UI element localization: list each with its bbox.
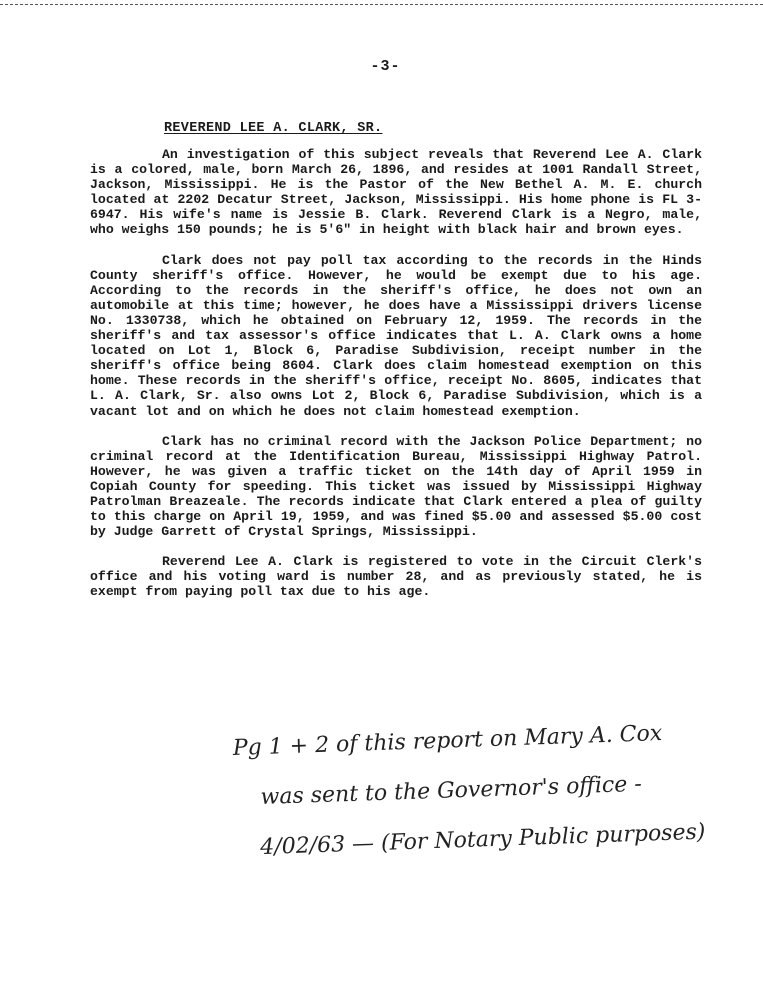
paragraph-identity: An investigation of this subject reveals that Reverend Lee A. Clark is a colored, male, born March 26, 1896, and resides at 1001 Randall Street, Jackson, Mississippi. He is the Pastor of the New Bethel A. M. E. church located at 2202 Decatur Street, Jackson, Mississippi. His home phone is FL 3-6947. His wife's name is Jessie B. Clark. Reverend Clark is a Negro, male, who weighs 150 pounds; he is 5'6" in height with black hair and brown eyes. bbox=[90, 147, 702, 238]
paragraph-voter-registration: Reverend Lee A. Clark is registered to vote in the Circuit Clerk's office and his voting ward is number 28, and as previously stated, he is exempt from paying poll tax due to his age. bbox=[90, 554, 702, 600]
subject-heading: REVEREND LEE A. CLARK, SR. bbox=[164, 121, 383, 136]
report-body bbox=[90, 147, 702, 615]
paragraph-criminal-record: Clark has no criminal record with the Jackson Police Department; no criminal record at the Identification Bureau, Mississippi Highway Patrol. However, he was given a traffic ticket on the 14th day of April 1959 in Copiah County for speeding. This ticket was issued by Mississippi Highway Patrolman Breazeale. The records indicate that Clark entered a plea of guilty to this charge on April 19, 1959, and was fined $5.00 and assessed $5.00 cost by Judge Garrett of Crystal Springs, Mississippi. bbox=[90, 433, 702, 540]
handwritten-note bbox=[232, 706, 763, 874]
handwritten-note-line: was sent to the Governor's office - bbox=[260, 771, 643, 811]
paragraph-property-records: Clark does not pay poll tax according to the records in the Hinds County sheriff's office. However, he would be exempt due to his age. According to the records in the sheriff's office, he does not own an automobile at this time; however, he does have a Mississippi drivers license No. 1330738, which he obtained on February 12, 1959. The records in the sheriff's and tax assessor's office indicates that L. A. Clark owns a home located on Lot 1, Block 6, Paradise Subdivision, receipt number in the sheriff's office being 8604. Clark does claim homestead exemption on this home. These records in the sheriff's office, receipt No. 8605, indicates that L. A. Clark, Sr. also owns Lot 2, Block 6, Paradise Subdivision, which is a vacant lot and on which he does not claim homestead exemption. bbox=[90, 252, 702, 419]
page-top-edge bbox=[0, 4, 763, 5]
handwritten-note-line: 4/02/63 — (For Notary Public purposes) bbox=[259, 819, 706, 861]
page-number: -3- bbox=[370, 58, 401, 75]
handwritten-note-line: Pg 1 + 2 of this report on Mary A. Cox bbox=[232, 721, 663, 761]
